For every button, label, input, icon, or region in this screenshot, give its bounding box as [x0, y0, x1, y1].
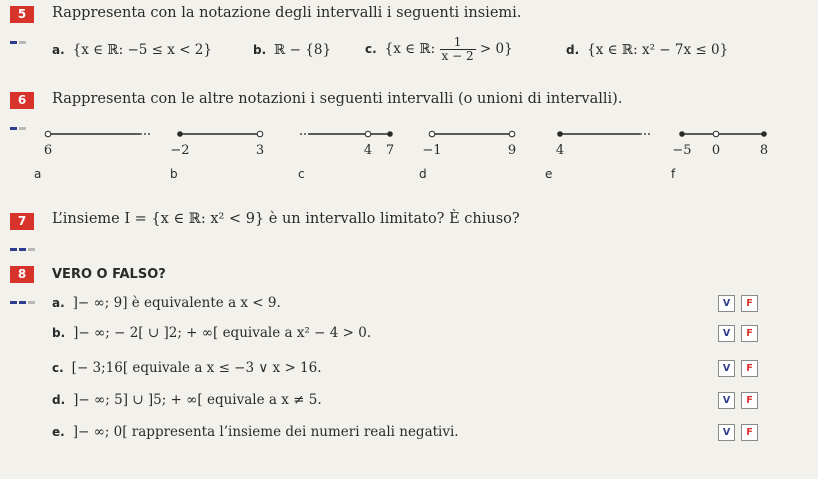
exercise-number: 7: [10, 213, 34, 230]
graph-letter: d: [419, 167, 427, 181]
true-option[interactable]: V: [718, 295, 735, 312]
true-false-item-e: e. ]− ∞; 0[ rappresenta l’insieme dei numeri reali negativi.: [52, 424, 459, 440]
true-false-item-d: d. ]− ∞; 5] ∪ ]5; + ∞[ equivale a x ≠ 5.: [52, 392, 322, 408]
false-option[interactable]: F: [741, 325, 758, 342]
number-lines: [0, 128, 818, 188]
true-false-item-b: b. ]− ∞; − 2[ ∪ ]2; + ∞[ equivale a x² − 4 > 0.: [52, 325, 372, 341]
tick-label: 6: [43, 143, 53, 158]
tick-label: −1: [422, 143, 442, 158]
true-option[interactable]: V: [718, 360, 735, 377]
false-option[interactable]: F: [741, 360, 758, 377]
exercise-number: 5: [10, 6, 34, 23]
difficulty-marker: [10, 29, 28, 32]
false-option[interactable]: F: [741, 424, 758, 441]
graph-letter: e: [545, 167, 553, 181]
ex5-item-d: d. {x ∈ ℝ: x² − 7x ≤ 0}: [566, 42, 729, 58]
tick-label: 4: [555, 143, 565, 158]
false-option[interactable]: F: [741, 295, 758, 312]
exercise-title: Rappresenta con la notazione degli intervalli i seguenti insiemi.: [52, 5, 522, 21]
fraction: $\frac{1}{x - 2}$: [441, 35, 474, 63]
tick-label: 4: [363, 143, 373, 158]
tick-label: 8: [759, 143, 769, 158]
tick-label: 3: [255, 143, 265, 158]
tick-label: 9: [507, 143, 517, 158]
number-line-b: [177, 131, 263, 137]
true-option[interactable]: V: [718, 392, 735, 409]
tick-label: −5: [672, 143, 692, 158]
graph-letter: f: [671, 167, 676, 181]
tick-label: −2: [170, 143, 190, 158]
graph-letter: c: [298, 167, 305, 181]
number-line-c: [300, 131, 393, 137]
ex5-item-a: a. {x ∈ ℝ: −5 ≤ x < 2}: [52, 42, 212, 58]
difficulty-marker: [10, 115, 28, 118]
true-option[interactable]: V: [718, 325, 735, 342]
true-false-item-c: c. [− 3;16[ equivale a x ≤ −3 ∨ x > 16.: [52, 360, 322, 376]
ex5-item-c: c. {x ∈ ℝ: $\frac{1}{x - 2}$ > 0}: [365, 35, 513, 63]
tick-label: 0: [711, 143, 721, 158]
difficulty-marker: [10, 289, 37, 292]
graph-letter: b: [170, 167, 178, 181]
exercise-title: Rappresenta con le altre notazioni i seguenti intervalli (o unioni di intervalli).: [52, 91, 623, 107]
false-option[interactable]: F: [741, 392, 758, 409]
exercise-number: 6: [10, 92, 34, 109]
graph-letter: a: [34, 167, 42, 181]
tick-label: 7: [385, 143, 395, 158]
number-line-a: [45, 131, 150, 137]
number-line-d: [429, 131, 515, 137]
exercise-title: L’insieme I = {x ∈ ℝ: x² < 9} è un intervallo limitato? È chiuso?: [52, 211, 520, 227]
true-option[interactable]: V: [718, 424, 735, 441]
number-line-f: [679, 131, 767, 137]
exercise-number: 8: [10, 266, 34, 283]
number-line-e: [557, 131, 650, 137]
ex5-item-b: b. ℝ − {8}: [253, 42, 332, 58]
true-false-item-a: a. ]− ∞; 9] è equivalente a x < 9.: [52, 295, 281, 311]
difficulty-marker: [10, 236, 37, 239]
exercise-title: VERO O FALSO?: [52, 267, 166, 282]
